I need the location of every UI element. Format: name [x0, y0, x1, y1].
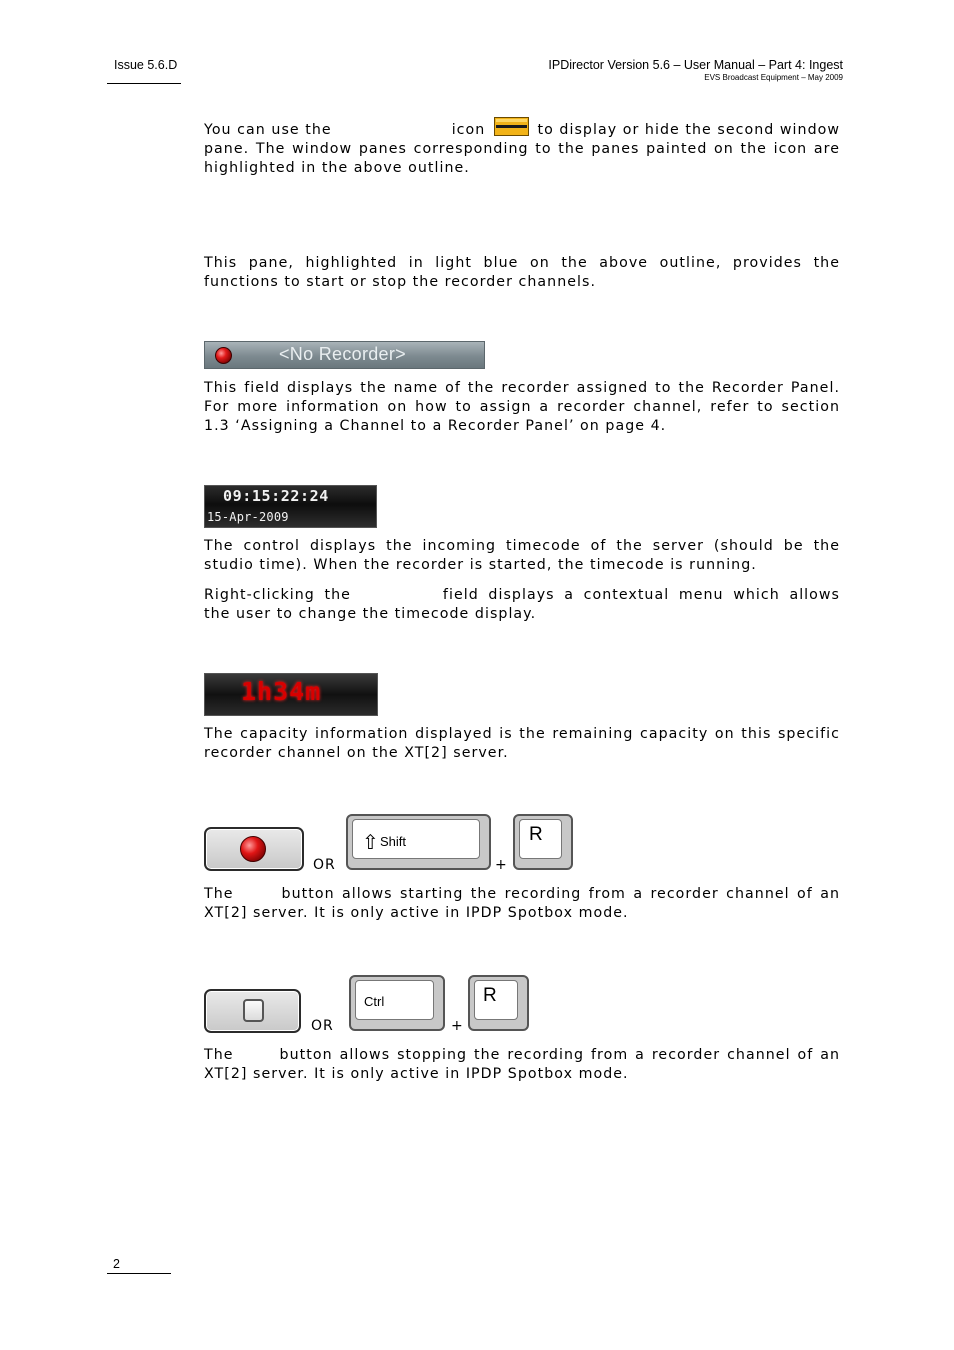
footer-rule [107, 1273, 171, 1274]
record-description [204, 885, 840, 923]
recorder-name-field[interactable] [204, 341, 485, 369]
stop-or-label: OR [311, 1018, 334, 1034]
record-or-label: OR [313, 857, 336, 873]
right-click-text-1: Right-clicking the [204, 587, 351, 603]
manual-subtitle: EVS Broadcast Equipment – May 2009 [704, 73, 843, 82]
recorder-status-led-icon [215, 347, 232, 364]
intro-text-2: icon [451, 122, 486, 138]
shift-arrow-icon: ⇧ [362, 832, 379, 854]
right-click-text-2: field displays a contextual menu which allows the user to change the timecode display. [204, 587, 841, 623]
shift-key [346, 814, 491, 870]
recorder-name: <No Recorder> [279, 344, 406, 364]
capacity-display [204, 673, 378, 716]
header-right [548, 58, 843, 82]
record-button[interactable] [204, 827, 304, 871]
recorder-field-description: This field displays the name of the recorder assigned to the Recorder Panel. For more information on how to assign a recorder channel, refer to section 1.3 ‘Assigning a Channel to a Recorder Panel’ on page 4. [204, 380, 840, 435]
ctrl-key-label: Ctrl [364, 994, 385, 1009]
record-desc-2: button allows starting the recording from a recorder channel of an XT[2] server. It is only active in IPDP Spotbox mode. [204, 886, 840, 922]
capacity-description: The capacity information displayed is the remaining capacity on this specific recorder channel on the XT[2] server. [204, 726, 840, 762]
ctrl-key [349, 975, 445, 1031]
window-panes-icon [494, 117, 529, 136]
record-plus-label: + [495, 857, 508, 873]
timecode-right-click-description [204, 586, 840, 624]
manual-title: IPDirector Version 5.6 – User Manual – Part 4: Ingest [548, 58, 843, 72]
intro-text-1: You can use the [204, 122, 332, 138]
shift-key-label: Shift [380, 834, 407, 849]
timecode-description: The control displays the incoming timecode of the server (should be the studio time). When the recorder is started, the timecode is running. [204, 538, 840, 574]
stop-button[interactable] [204, 989, 301, 1033]
stop-desc-2: button allows stopping the recording from a recorder channel of an XT[2] server. It is only active in IPDP Spotbox mode. [204, 1047, 840, 1083]
pane-description: This pane, highlighted in light blue on the above outline, provides the functions to start or stop the recorder channels. [204, 255, 840, 291]
stop-desc-1: The [204, 1047, 234, 1063]
timecode-time: 09:15:22:24 [223, 487, 329, 505]
header-rule [107, 83, 181, 84]
stop-description [204, 1046, 840, 1084]
timecode-date: 15-Apr-2009 [207, 510, 289, 524]
record-icon [240, 836, 266, 862]
page-number: 2 [113, 1257, 120, 1271]
r-key-label: R [529, 824, 543, 845]
capacity-value: 1h34m [241, 677, 322, 706]
record-desc-1: The [204, 886, 234, 902]
r-key-stop [468, 975, 529, 1031]
intro-paragraph [204, 117, 840, 179]
stop-icon [243, 999, 264, 1022]
stop-plus-label: + [451, 1018, 464, 1034]
intro-text-3: to display or hide the second window pane. The window panes corresponding to the panes painted on the icon are highlighted in the above outline. [204, 122, 841, 177]
r-key-stop-label: R [483, 985, 497, 1006]
issue-label: Issue 5.6.D [114, 58, 178, 72]
r-key-record [513, 814, 573, 870]
timecode-display[interactable] [204, 485, 377, 528]
